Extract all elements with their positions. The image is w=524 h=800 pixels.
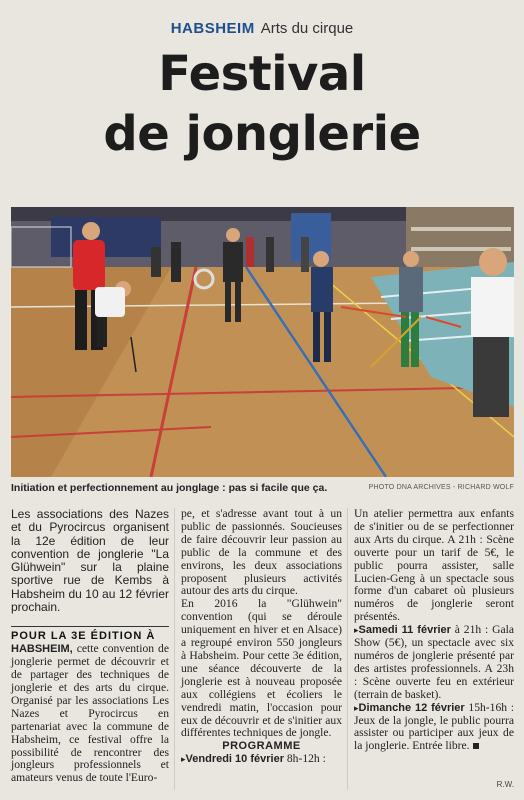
bullet-triangle-icon: ▸ (354, 702, 359, 713)
program-text: à 21h : Gala Show (5€), un spectacle avec six numéros de jonglerie présenté par des artistes professionnels. A 23h : Scène ouverte feu en extérieur (terrain de basket). (354, 623, 514, 701)
headline (0, 44, 524, 164)
headline-line-2: de jonglerie (103, 106, 421, 162)
article-lead: Les associations des Nazes et du Pyrocircus organisent la 12e édition de leur convention de jonglerie "La Glühwein" sur la plaine sportive rue de Kembs à Habsheim du 10 au 12 février prochain. (11, 507, 169, 615)
author-signature: R.W. (496, 780, 514, 789)
paragraph-text: cette convention de jonglerie permet de découvrir et de partager des techniques de jonglerie et des arts du cirque. Organisé par les associations Les Nazes et Pyrocircus en partenariat avec la commune de Habsheim, ce festival offre la possibilité de rencontrer des jongleurs professionnels et amateurs venus de toute l'Euro- (11, 642, 169, 785)
article-photo (11, 207, 514, 477)
program-entry (354, 702, 514, 754)
article-paragraph (11, 643, 169, 785)
article-paragraph: Un atelier permettra aux enfants de s'initier ou de se perfectionner aux Arts du cirque. A 21h : Scène ouverte pour un tarif de 5€, le public pourra assister, salle Lucien-Geng à un spectacle sous forme d'un cabaret où plusieurs numéros de jonglerie seront présentés. (354, 507, 514, 624)
photo-caption-row (11, 480, 514, 496)
subhead-town: HABSHEIM, (11, 643, 73, 656)
program-entry (181, 753, 342, 766)
article-column-1 (11, 508, 169, 785)
kicker-topic: Arts du cirque (260, 20, 354, 37)
section-subhead: POUR LA 3E ÉDITION À (11, 626, 169, 643)
photo-caption: Initiation et perfectionnement au jonglage : pas si facile que ça. (11, 482, 328, 494)
article-paragraph: pe, et s'adresse avant tout à un public de passionnés. Soucieuses de faire découvrir leur passion au public de la commune et des environs, les deux associations proposent plusieurs activités autour des arts du cirque. (181, 507, 342, 598)
program-entry (354, 624, 514, 701)
end-square-icon (473, 743, 479, 749)
bullet-triangle-icon: ▸ (354, 625, 359, 636)
program-day: Dimanche 12 février (358, 701, 465, 714)
article-paragraph: En 2016 la "Glühwein" convention (qui se déroule uniquement en hiver et en Alsace) a regroupé environ 550 jongleurs à Habsheim. Pour cette 3e édition, une séance découverte de la jonglerie est à nouveau proposée aux collégiens et écoliers le vendredi matin, l'occasion pour eux de découvrir et de s'initier aux différentes techniques de jongle. (181, 597, 342, 740)
program-time: 8h-12h : (283, 752, 326, 766)
column-rule (174, 508, 175, 790)
photo-credit: PHOTO DNA ARCHIVES - RICHARD WOLF (368, 484, 514, 491)
program-day: Vendredi 10 février (185, 753, 284, 766)
article-column-2 (181, 508, 342, 766)
bullet-triangle-icon: ▸ (181, 754, 186, 765)
article-column-3 (354, 508, 514, 753)
program-text: 15h-16h : Jeux de la jongle, le public pourra assister ou participer aux jeux de la jonglerie. Entrée libre. (354, 700, 514, 753)
program-heading: PROGRAMME (222, 740, 301, 753)
gym-scene-illustration (11, 207, 514, 477)
section-kicker (0, 20, 524, 37)
program-day: Samedi 11 février (358, 624, 451, 637)
kicker-town: HABSHEIM (170, 20, 255, 37)
headline-line-1: Festival (158, 46, 366, 102)
column-rule (347, 508, 348, 790)
